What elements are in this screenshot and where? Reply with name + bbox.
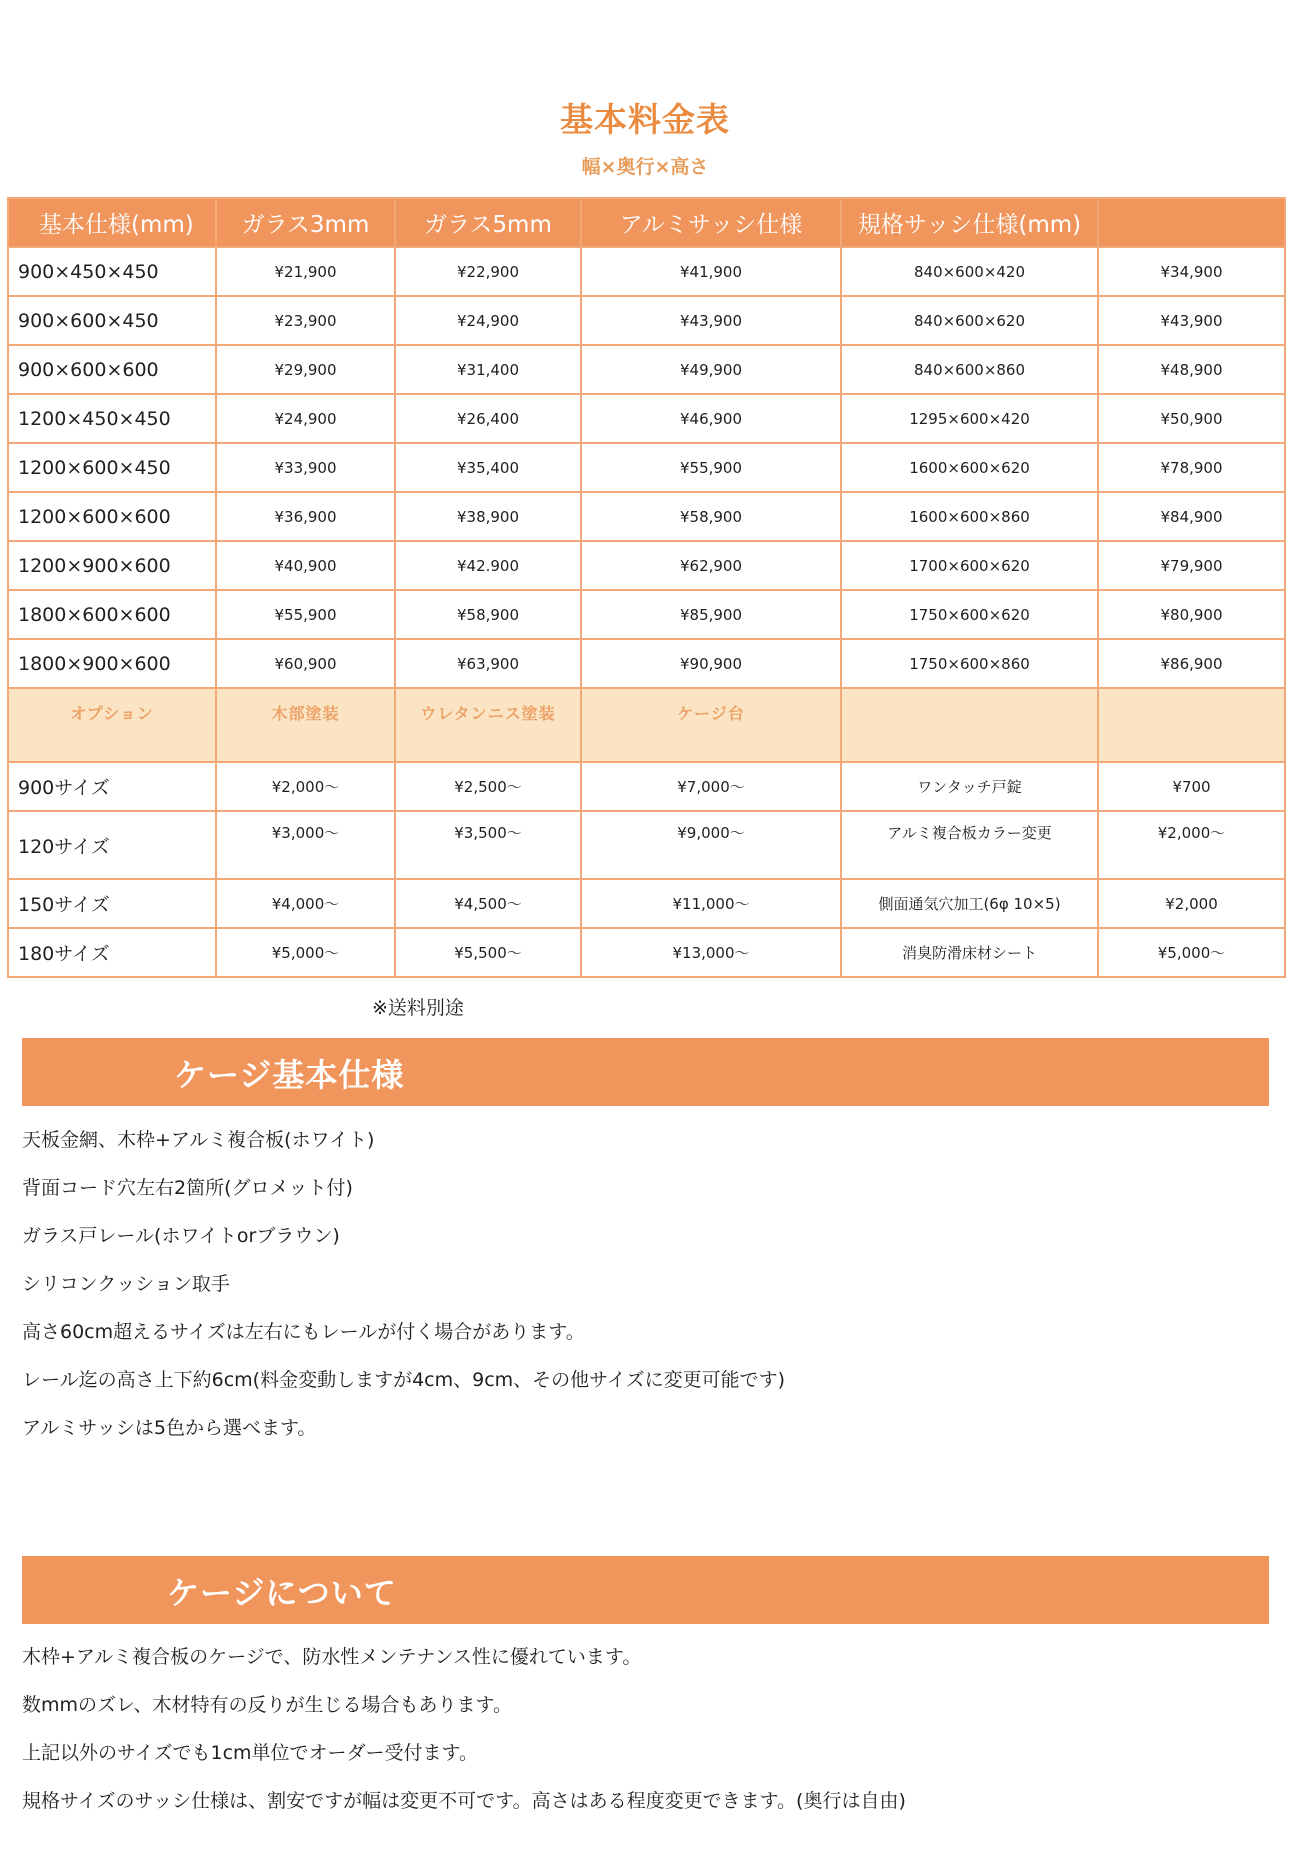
page-title: 基本料金表	[560, 100, 730, 139]
table-row	[8, 247, 1285, 296]
table-cell: ¥80,900	[1098, 590, 1285, 639]
table-row	[8, 296, 1285, 345]
table-cell: ¥24,900	[395, 296, 581, 345]
table-cell: ¥55,900	[216, 590, 395, 639]
table-cell: ¥58,900	[395, 590, 581, 639]
table-cell: ¥22,900	[395, 247, 581, 296]
table-cell: ¥46,900	[581, 394, 841, 443]
table-cell: ¥2,000〜	[216, 762, 395, 811]
table-row	[8, 492, 1285, 541]
table-cell: ¥3,000〜	[216, 811, 395, 879]
table-cell: ¥90,900	[581, 639, 841, 688]
table-cell: 1750×600×860	[841, 639, 1098, 688]
price-table	[7, 197, 1286, 978]
about-heading: ケージについて	[167, 1574, 397, 1612]
table-cell: ¥36,900	[216, 492, 395, 541]
table-cell: ¥63,900	[395, 639, 581, 688]
row-label: 1800×900×600	[8, 639, 216, 688]
table-cell	[841, 688, 1098, 762]
column-header: ガラス3mm	[216, 198, 395, 247]
table-row	[8, 541, 1285, 590]
table-cell: 1700×600×620	[841, 541, 1098, 590]
list-item: 規格サイズのサッシ仕様は、割安ですが幅は変更不可です。高さはある程度変更できます。(奥行は自由)	[22, 1790, 906, 1812]
column-header	[1098, 198, 1285, 247]
table-cell: アルミ複合板カラー変更	[841, 811, 1098, 879]
row-label: 1200×600×450	[8, 443, 216, 492]
shipping-note: ※送料別途	[372, 997, 464, 1019]
table-cell: ¥4,000〜	[216, 879, 395, 928]
table-cell: ¥24,900	[216, 394, 395, 443]
table-cell: ¥26,400	[395, 394, 581, 443]
table-cell: ¥13,000〜	[581, 928, 841, 977]
table-cell: ¥86,900	[1098, 639, 1285, 688]
list-item: 上記以外のサイズでも1cm単位でオーダー受付ます。	[22, 1742, 479, 1764]
table-cell: ¥48,900	[1098, 345, 1285, 394]
table-cell: 840×600×620	[841, 296, 1098, 345]
spec-heading-band	[22, 1038, 1269, 1106]
table-cell: ¥62,900	[581, 541, 841, 590]
table-cell: ¥34,900	[1098, 247, 1285, 296]
list-item: ガラス戸レール(ホワイトorブラウン)	[22, 1225, 340, 1247]
table-cell	[1098, 688, 1285, 762]
list-item: アルミサッシは5色から選べます。	[22, 1417, 317, 1439]
table-cell: ¥5,500〜	[395, 928, 581, 977]
table-cell: ¥11,000〜	[581, 879, 841, 928]
row-label: オプション	[8, 688, 216, 762]
column-header: 基本仕様(mm)	[8, 198, 216, 247]
list-item: 数mmのズレ、木材特有の反りが生じる場合もあります。	[22, 1694, 512, 1716]
table-cell: ¥85,900	[581, 590, 841, 639]
table-cell: ¥3,500〜	[395, 811, 581, 879]
table-cell: 1600×600×620	[841, 443, 1098, 492]
list-item: 天板金網、木枠+アルミ複合板(ホワイト)	[22, 1129, 375, 1151]
table-body	[8, 247, 1285, 977]
table-cell: ¥2,000	[1098, 879, 1285, 928]
table-cell: 木部塗装	[216, 688, 395, 762]
list-item: 木枠+アルミ複合板のケージで、防水性メンテナンス性に優れています。	[22, 1646, 642, 1668]
table-row	[8, 639, 1285, 688]
table-cell: ¥41,900	[581, 247, 841, 296]
option-row	[8, 762, 1285, 811]
table-cell: 側面通気穴加工(6φ 10×5)	[841, 879, 1098, 928]
option-row	[8, 879, 1285, 928]
option-row	[8, 811, 1285, 879]
row-label: 180サイズ	[8, 928, 216, 977]
page-subtitle: 幅×奥行×高さ	[581, 156, 709, 178]
table-row	[8, 590, 1285, 639]
row-label: 900×450×450	[8, 247, 216, 296]
table-cell: ¥50,900	[1098, 394, 1285, 443]
table-cell: ¥35,400	[395, 443, 581, 492]
list-item: 背面コード穴左右2箇所(グロメット付)	[22, 1177, 353, 1199]
table-cell: ¥9,000〜	[581, 811, 841, 879]
row-label: 120サイズ	[8, 811, 216, 879]
row-label: 900サイズ	[8, 762, 216, 811]
list-item: 高さ60cm超えるサイズは左右にもレールが付く場合があります。	[22, 1321, 585, 1343]
row-label: 900×600×600	[8, 345, 216, 394]
table-row	[8, 443, 1285, 492]
table-cell: ¥5,000〜	[1098, 928, 1285, 977]
column-header: 規格サッシ仕様(mm)	[841, 198, 1098, 247]
table-row	[8, 345, 1285, 394]
about-heading-band	[22, 1556, 1269, 1624]
table-cell: ¥43,900	[1098, 296, 1285, 345]
table-cell: ¥49,900	[581, 345, 841, 394]
list-item: レール迄の高さ上下約6cm(料金変動しますが4cm、9cm、その他サイズに変更可能です)	[22, 1369, 786, 1391]
table-cell: 1750×600×620	[841, 590, 1098, 639]
row-label: 1200×600×600	[8, 492, 216, 541]
table-cell: ¥7,000〜	[581, 762, 841, 811]
table-cell: ワンタッチ戸錠	[841, 762, 1098, 811]
table-cell: ¥78,900	[1098, 443, 1285, 492]
table-cell: ¥33,900	[216, 443, 395, 492]
row-label: 900×600×450	[8, 296, 216, 345]
table-cell: 1600×600×860	[841, 492, 1098, 541]
table-cell: ¥79,900	[1098, 541, 1285, 590]
table-cell: ケージ台	[581, 688, 841, 762]
table-cell: ¥58,900	[581, 492, 841, 541]
table-cell: 840×600×860	[841, 345, 1098, 394]
table-cell: ウレタンニス塗装	[395, 688, 581, 762]
spec-heading: ケージ基本仕様	[174, 1056, 405, 1094]
table-cell: ¥29,900	[216, 345, 395, 394]
table-header-row	[8, 198, 1285, 247]
table-cell: ¥2,500〜	[395, 762, 581, 811]
table-cell: ¥21,900	[216, 247, 395, 296]
table-cell: 消臭防滑床材シート	[841, 928, 1098, 977]
about-list	[22, 1644, 906, 1836]
column-header: アルミサッシ仕様	[581, 198, 841, 247]
table-cell: ¥4,500〜	[395, 879, 581, 928]
table-cell: ¥55,900	[581, 443, 841, 492]
table-cell: ¥43,900	[581, 296, 841, 345]
table-cell: 840×600×420	[841, 247, 1098, 296]
table-cell: ¥700	[1098, 762, 1285, 811]
table-cell: ¥84,900	[1098, 492, 1285, 541]
table-cell: ¥31,400	[395, 345, 581, 394]
row-label: 1800×600×600	[8, 590, 216, 639]
row-label: 150サイズ	[8, 879, 216, 928]
table-cell: ¥5,000〜	[216, 928, 395, 977]
spec-list	[22, 1127, 785, 1463]
table-cell: ¥23,900	[216, 296, 395, 345]
table-cell: ¥40,900	[216, 541, 395, 590]
row-label: 1200×900×600	[8, 541, 216, 590]
column-header: ガラス5mm	[395, 198, 581, 247]
table-cell: ¥60,900	[216, 639, 395, 688]
row-label: 1200×450×450	[8, 394, 216, 443]
table-row	[8, 394, 1285, 443]
list-item: シリコンクッション取手	[22, 1273, 230, 1295]
table-cell: 1295×600×420	[841, 394, 1098, 443]
table-cell: ¥42.900	[395, 541, 581, 590]
table-cell: ¥38,900	[395, 492, 581, 541]
option-header-row	[8, 688, 1285, 762]
option-row	[8, 928, 1285, 977]
table-cell: ¥2,000〜	[1098, 811, 1285, 879]
